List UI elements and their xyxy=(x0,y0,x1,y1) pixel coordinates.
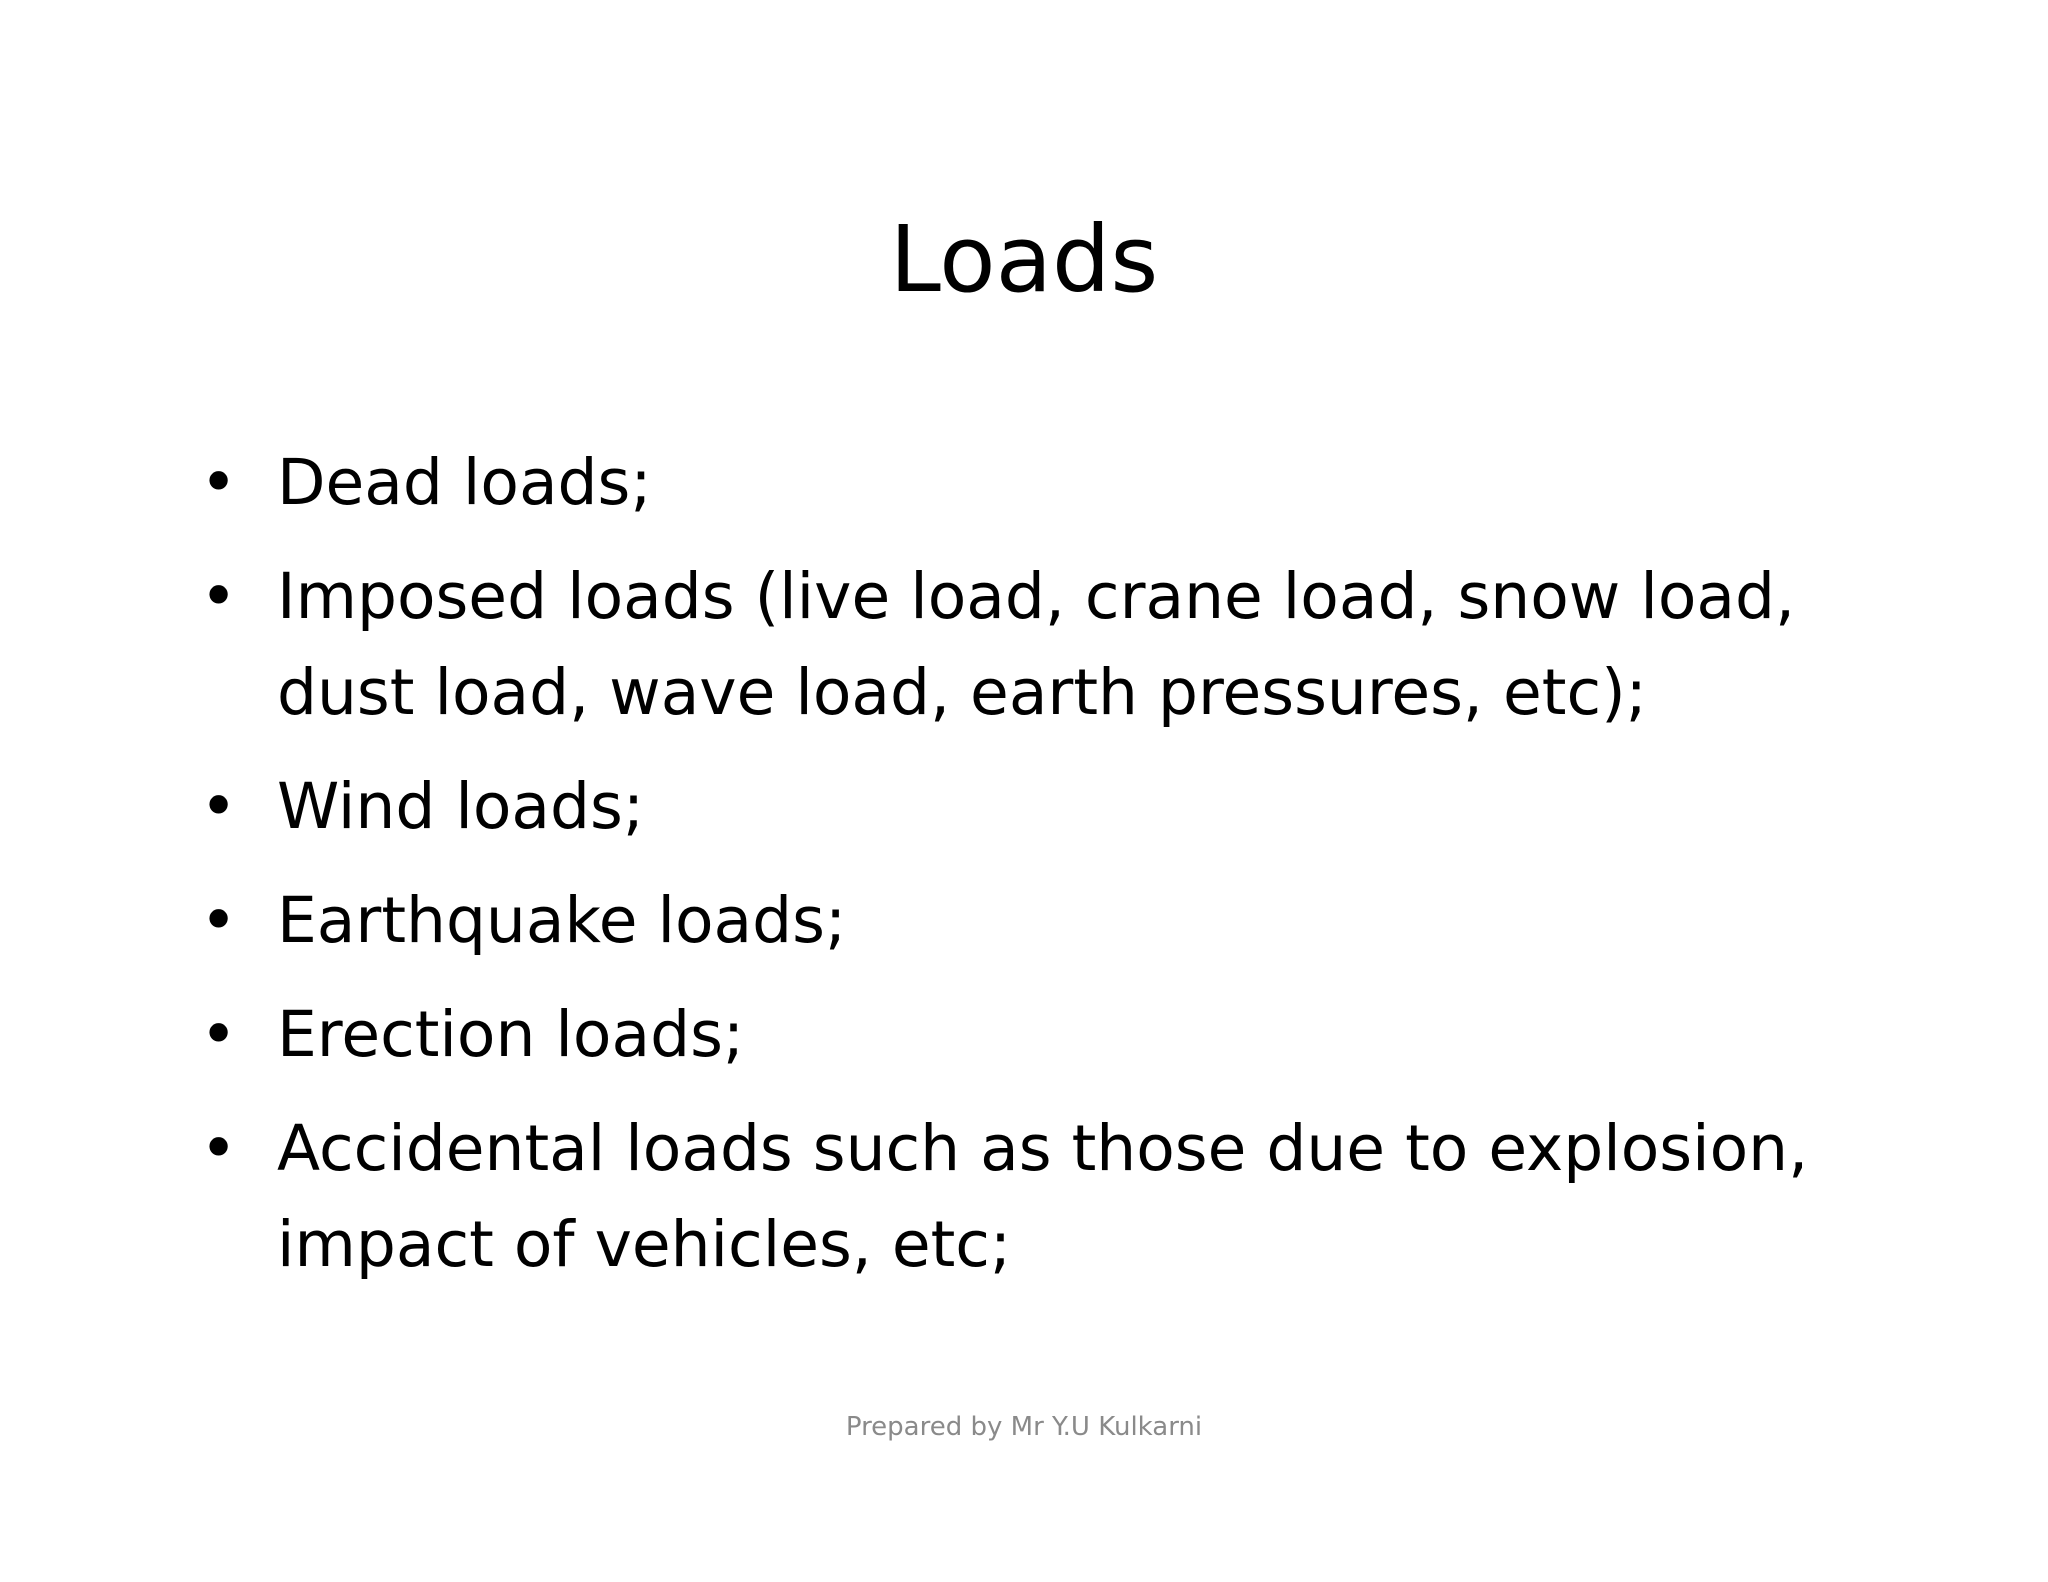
list-item xyxy=(200,435,1840,531)
footer-credit: Prepared by Mr Y.U Kulkarni xyxy=(845,1412,1203,1442)
slide-title: Loads xyxy=(889,206,1159,313)
list-item xyxy=(200,987,1840,1083)
list-item xyxy=(200,759,1840,855)
list-item xyxy=(200,549,1840,741)
bullet-list xyxy=(200,435,1840,1311)
list-item-text: Accidental loads such as those due to explosion, impact of vehicles, etc; xyxy=(277,1112,1809,1281)
list-item xyxy=(200,873,1840,969)
list-item-text: Imposed loads (live load, crane load, snow load, dust load, wave load, earth pressures, etc); xyxy=(277,560,1795,729)
bullet-icon: • xyxy=(200,998,238,1071)
bullet-icon: • xyxy=(200,446,238,519)
bullet-icon: • xyxy=(200,884,238,957)
bullet-icon: • xyxy=(200,1112,238,1185)
list-item xyxy=(200,1101,1840,1293)
bullet-icon: • xyxy=(200,560,238,633)
bullet-icon: • xyxy=(200,770,238,843)
list-item-text: Earthquake loads; xyxy=(277,884,847,957)
list-item-text: Dead loads; xyxy=(277,446,652,519)
list-item-text: Wind loads; xyxy=(277,770,645,843)
list-item-text: Erection loads; xyxy=(277,998,745,1071)
